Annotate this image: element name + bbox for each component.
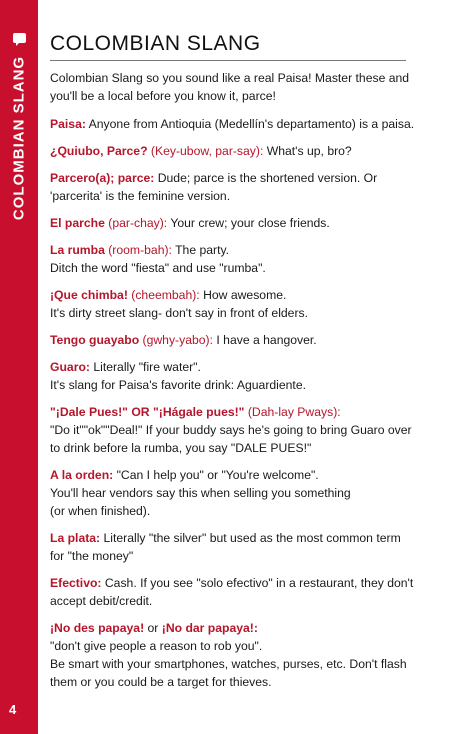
definition-line: Literally "the silver" but used as the most common term for "the money": [50, 531, 401, 563]
slang-term: Efectivo:: [50, 576, 102, 590]
sidebar: [0, 0, 38, 734]
definition-line: "Do it""ok""Deal!" If your buddy says he's going to bring Guaro over to drink before la rumba, you say "DALE PUES!": [50, 423, 412, 455]
slang-entry: [50, 574, 418, 610]
slang-entry: [50, 115, 418, 133]
slang-term: A la orden:: [50, 468, 114, 482]
slang-term: La plata:: [50, 531, 101, 545]
slang-entry: [50, 331, 418, 349]
slang-term: El parche: [50, 216, 105, 230]
slang-term: Tengo guayabo: [50, 333, 140, 347]
speech-bubble-icon: [11, 33, 28, 47]
definition-line: I have a hangover.: [216, 333, 317, 347]
definition-line: It's dirty street slang- don't say in front of elders.: [50, 306, 308, 320]
pronunciation: (par-chay):: [108, 216, 168, 230]
slang-term: La rumba: [50, 243, 105, 257]
page-title: COLOMBIAN SLANG: [50, 32, 261, 55]
slang-entry: [50, 214, 418, 232]
slang-entry: [50, 466, 418, 520]
slang-term: ¡Que chimba!: [50, 288, 128, 302]
slang-entry: [50, 403, 418, 457]
slang-term: "¡Dale Pues!" OR "¡Hágale pues!": [50, 405, 245, 419]
slang-entry: [50, 286, 418, 322]
slang-entry: [50, 619, 418, 691]
slang-term: Paisa:: [50, 117, 86, 131]
definition-line: "Can I help you" or "You're welcome".: [116, 468, 319, 482]
definition-line: Dude; parce is the shortened version. Or 'parcerita' is the feminine version.: [50, 171, 378, 203]
title-divider: [50, 60, 406, 61]
definition-line: What's up, bro?: [266, 144, 352, 158]
slang-entry: [50, 142, 418, 160]
slang-term: Guaro:: [50, 360, 90, 374]
slang-term: ¡No des papaya!: [50, 621, 145, 635]
definition-line: "don't give people a reason to rob you".: [50, 639, 263, 653]
definition-line: You'll hear vendors say this when selling you something: [50, 486, 351, 500]
pronunciation: (cheembah):: [131, 288, 200, 302]
definition-line: Cash. If you see "solo efectivo" in a restaurant, they don't accept debit/credit.: [50, 576, 414, 608]
page-number: 4: [9, 702, 17, 717]
pronunciation: (Key-ubow, par-say):: [150, 144, 264, 158]
connector-word: or: [147, 621, 159, 635]
definition-line: The party.: [175, 243, 230, 257]
definition-line: How awesome.: [203, 288, 287, 302]
sidebar-title: COLOMBIAN SLANG: [10, 55, 28, 221]
slang-term-alt: ¡No dar papaya!:: [161, 621, 258, 635]
slang-term: ¿Quiubo, Parce?: [50, 144, 148, 158]
pronunciation: (gwhy-yabo):: [142, 333, 213, 347]
intro-paragraph: Colombian Slang so you sound like a real Paisa! Master these and you'll be a local before you know it, parce!: [50, 71, 410, 103]
slang-entry: [50, 529, 418, 565]
pronunciation: (room-bah):: [108, 243, 172, 257]
slang-term: Parcero(a); parce:: [50, 171, 155, 185]
definition-line: Be smart with your smartphones, watches, purses, etc. Don't flash them or you could be a target for thieves.: [50, 657, 407, 689]
definition-line: Literally "fire water".: [93, 360, 201, 374]
slang-entry: [50, 241, 418, 277]
definition-line: Ditch the word "fiesta" and use "rumba".: [50, 261, 266, 275]
definition-line: (or when finished).: [50, 504, 151, 518]
definition-line: Anyone from Antioquia (Medellín's departamento) is a paisa.: [88, 117, 415, 131]
slang-entry: [50, 358, 418, 394]
definition-line: Your crew; your close friends.: [170, 216, 330, 230]
definition-line: It's slang for Paisa's favorite drink: Aguardiente.: [50, 378, 306, 392]
page-content: [50, 30, 418, 700]
slang-entry: [50, 169, 418, 205]
pronunciation: (Dah-lay Pways):: [247, 405, 341, 419]
